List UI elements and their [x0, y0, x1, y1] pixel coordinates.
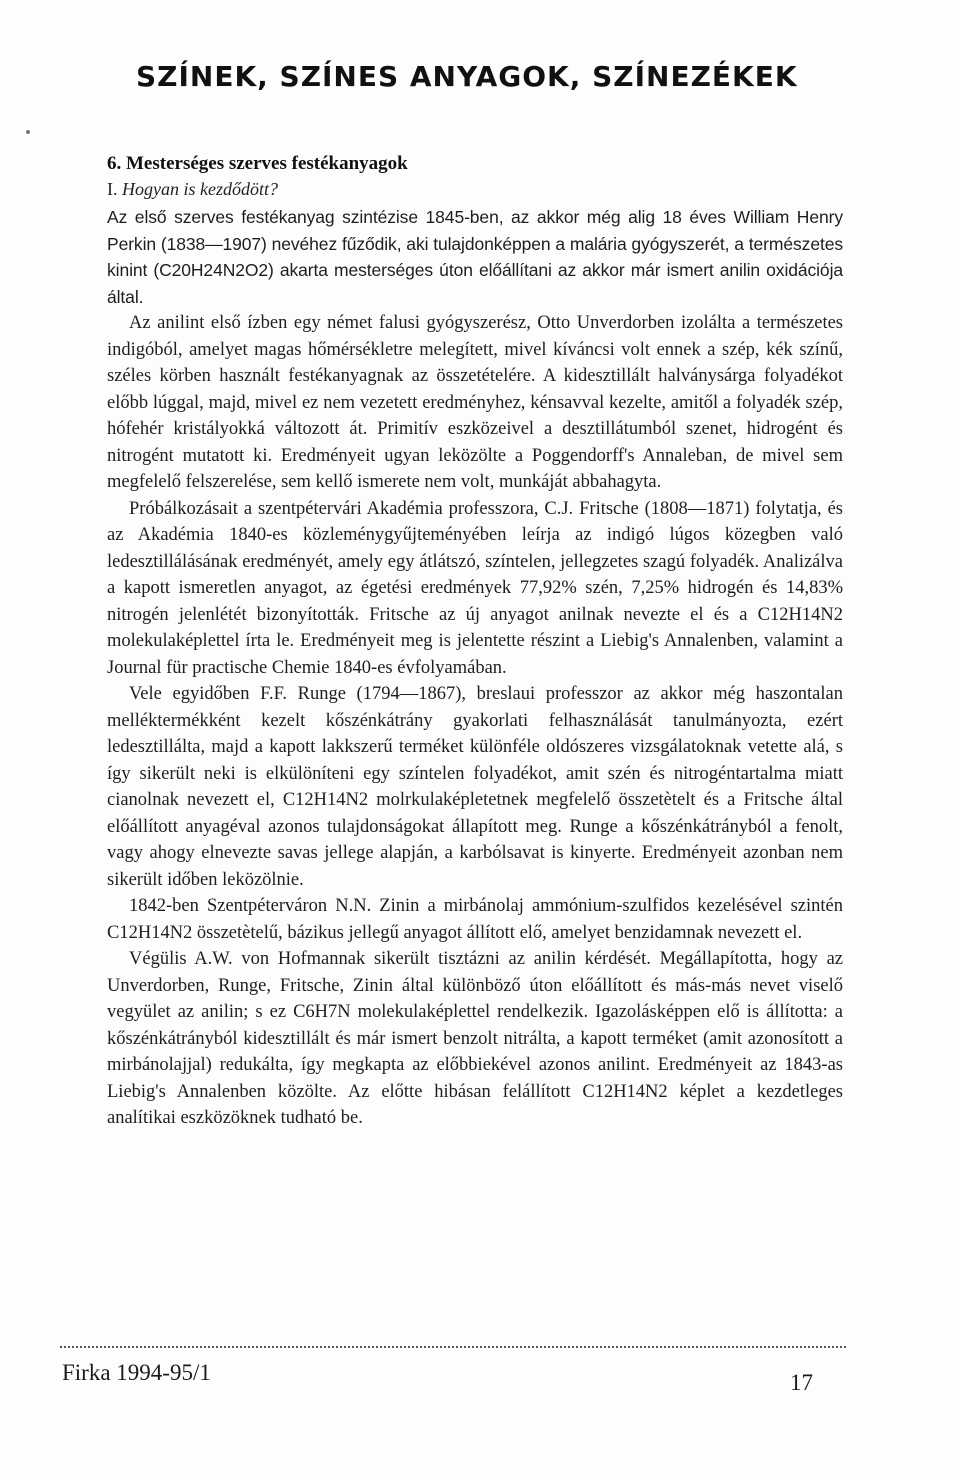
section-heading: 6. Mesterséges szerves festékanyagok [107, 153, 408, 174]
page-number: 17 [790, 1370, 813, 1395]
paragraph: Vele egyidőben F.F. Runge (1794—1867), breslaui professzor az akkor még haszontalan melléktermékként kezelt kőszénkátrány gyakorlati felhasználását tanulmányozta, ezért ledesztillálta, majd a kapott lakkszerű terméket különféle oldószeres vizsgálatoknak vetette alá, s így sikerült neki is elkülöníteni egy színtelen folyadékot, amit szén és nitrogéntartalma miatt cianolnak nevezett el, C12H14N2 molrkulaképletetnek megfelelő összetètelt és a Fritsche által előállított anyagéval azonos tulajdonságokat állapított meg. Runge a kőszénkátrányból a fenolt, vagy ahogy elnevezte savas jellege alapján, a karbólsavat is kinyerte. Eredményeit azonban nem sikerült időben leközölnie. [107, 684, 843, 890]
page-title: SZÍNEK, SZÍNES ANYAGOK, SZÍNEZÉKEK [136, 60, 798, 93]
footer-divider [60, 1346, 846, 1348]
subsection-title: Hogyan is kezdődött? [122, 179, 278, 199]
subsection-heading [107, 179, 278, 200]
journal-issue: Firka 1994-95/1 [62, 1360, 211, 1385]
paragraph: Végülis A.W. von Hofmannak sikerült tisztázni az anilin kérdését. Megállapította, hogy az Unverdorben, Runge, Fritsche, Zinin által különböző úton előállított és más-más nevet viselő vegyület az anilin; s ez C6H7N molekulaképlettel rendelkezik. Igazolásképpen elő is állította: a kőszénkátrányból kidesztillált és már ismert benzolt nitrálta, a kapott terméket (amit azonosított a mirbánolajjal) redukálta, így megkapta az előbbiekével azonos anilint. Eredményeit az 1843-as Liebig's Annalenben közölte. Az előtte hibásan felállított C12H14N2 képlet a kezdetleges analítikai eszközöknek tudható be. [107, 949, 843, 1128]
scan-speck [26, 130, 30, 134]
paragraph: 1842-ben Szentpéterváron N.N. Zinin a mirbánolaj ammónium-szulfidos kezelésével szintén C12H14N2 összetètelű, bázikus jellegű anyagot állított elő, amelyet benzidamnak nevezett el. [107, 896, 843, 943]
paragraph: Próbálkozásait a szentpétervári Akadémia professzora, C.J. Fritsche (1808—1871) folytatja, és az Akadémia 1840-es közleménygyűjteményében leírja az indigó lúgos közegben való ledesztillálásának eredményét, amely egy átlátszó, színtelen, jellegzetes szagú folyadék. Analizálva a kapott ismeretlen anyagot, az égetési eredmények 77,92% szén, 7,25% hidrogén és 14,83% nitrogén jelenlétét bizonyították. Fritsche az új anyagot anilnak nevezte el és a C12H14N2 molekulaképlettel írta le. Eredményeit meg is jelentette részint a Liebig's Annalenben, valamint a Journal für practische Chemie 1840-es évfolyamában. [107, 498, 843, 678]
paragraph: Az első szerves festékanyag szintézise 1845-ben, az akkor még alig 18 éves William Henry Perkin (1838—1907) nevéhez fűződik, aki tulajdonképpen a malária gyógyszerét, a természetes kinint (C20H24N2O2) akarta mesterséges úton előállítani az akkor már ismert anilin oxidációja által. [107, 207, 843, 307]
article-body [107, 204, 843, 1132]
paragraph: Az anilint első ízben egy német falusi gyógyszerész, Otto Unverdorben izolálta a természetes indigóból, amelyet magas hőmérsékletre melegített, mivel kíváncsi volt ennek a szép, kék színű, széles körben használt festékanyagnak az összetételére. A kidesztillált halványsárga folyadékot előbb lúggal, majd, mivel ez nem vezetett eredményhez, kénsavval kezelte, amitől a folyadék szép, hófehér kristályokká változott át. Primitív eszközeivel a desztillátumból szenet, hidrogént és nitrogént mutatott ki. Eredményeit ugyan leközölte a Poggendorff's Annaleban, de mivel sem megfelelő felszerelése, sem kellő ismerete nem volt, munkáját abbahagyta. [107, 313, 843, 492]
subsection-number: I. [107, 179, 118, 199]
